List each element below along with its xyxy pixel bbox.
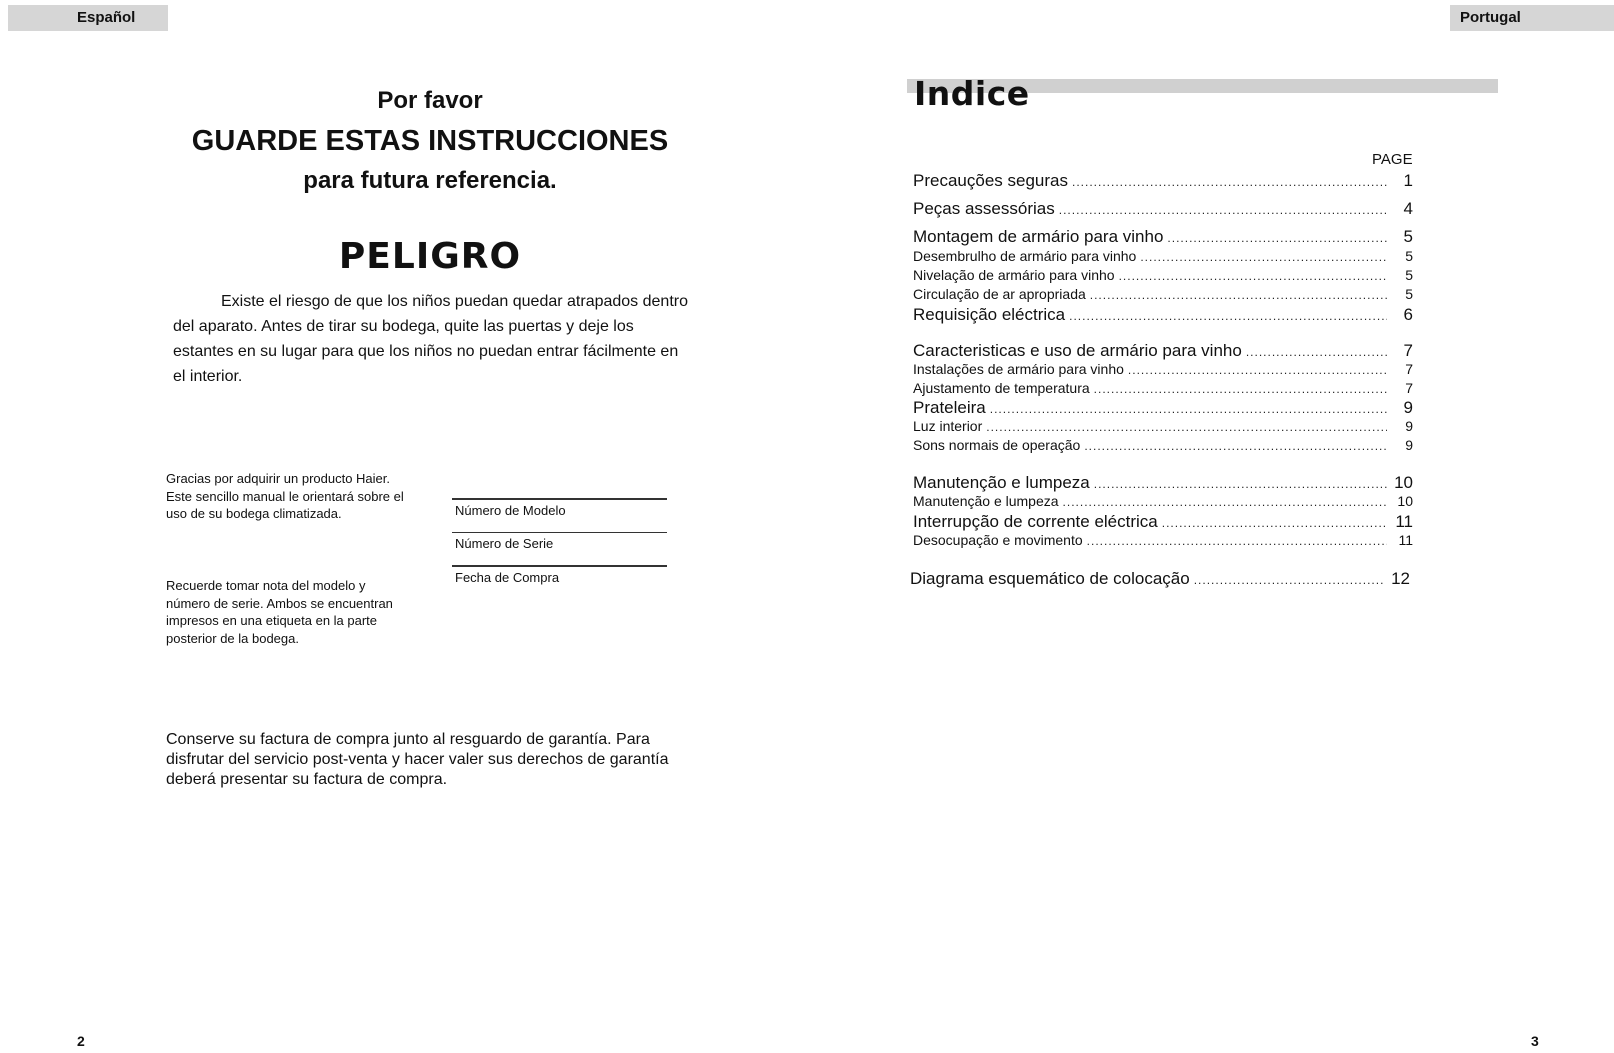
toc-entry — [910, 569, 1410, 589]
toc-entry — [913, 418, 1413, 434]
toc-entry-page: 4 — [1403, 199, 1413, 218]
toc-entry-page: 10 — [1394, 473, 1413, 492]
toc-entry — [913, 473, 1413, 493]
toc-entry — [913, 361, 1413, 377]
toc-entry-title: Desocupação e movimento — [913, 532, 1083, 548]
toc-entry-title: Nivelação de armário para vinho — [913, 267, 1115, 283]
toc-entry-page: 11 — [1395, 512, 1413, 531]
toc-entry-title: Manutenção e lumpeza — [913, 493, 1059, 509]
toc-entry-title: Sons normais de operação — [913, 437, 1081, 453]
toc-entry-page: 5 — [1403, 227, 1413, 246]
toc-entry — [913, 171, 1413, 191]
toc-entry-title: Luz interior — [913, 418, 983, 434]
toc-entry — [913, 380, 1413, 396]
toc-entry-page: 9 — [1405, 437, 1413, 453]
toc-entry-title: Caracteristicas e uso de armário para vinho — [913, 341, 1242, 360]
toc-entry — [913, 341, 1413, 361]
toc-entry — [913, 305, 1413, 325]
please-heading: Por favor — [377, 87, 483, 114]
toc-leader-dots — [1094, 382, 1387, 396]
toc-leader-dots — [1194, 573, 1384, 587]
page-number-right: 3 — [1531, 1033, 1539, 1049]
toc-entry-page: 12 — [1391, 569, 1410, 588]
toc-leader-dots — [1069, 309, 1387, 323]
toc-entry — [913, 398, 1413, 418]
toc-entry-title: Circulação de ar apropriada — [913, 286, 1086, 302]
toc-entry-title: Manutenção e lumpeza — [913, 473, 1090, 492]
toc-entry-title: Diagrama esquemático de colocação — [910, 569, 1190, 588]
toc-entry — [913, 199, 1413, 219]
toc-entry-title: Montagem de armário para vinho — [913, 227, 1164, 246]
toc-entry-page: 9 — [1403, 398, 1413, 417]
toc-entry — [913, 286, 1413, 302]
toc-entry — [913, 267, 1413, 283]
remember-note: Recuerde tomar nota del modelo y número de serie. Ambos se encuentran impresos en una etiqueta en la parte posterior de la bodega. — [166, 578, 393, 646]
toc-leader-dots — [1090, 288, 1387, 302]
toc-leader-dots — [1167, 231, 1387, 245]
toc-entry — [913, 437, 1413, 453]
toc-leader-dots — [1162, 516, 1387, 530]
language-tab-portugal: Portugal — [1450, 5, 1614, 31]
toc-leader-dots — [1246, 345, 1387, 359]
toc-entry-page: 9 — [1405, 418, 1413, 434]
toc-entry-page: 11 — [1398, 532, 1413, 548]
toc-entry — [913, 512, 1413, 532]
toc-entry — [913, 248, 1413, 264]
future-reference-heading: para futura referencia. — [303, 167, 557, 194]
toc-entry-title: Requisição eléctrica — [913, 305, 1066, 324]
toc-leader-dots — [1084, 439, 1387, 453]
page-column-label: PAGE — [1372, 151, 1413, 168]
toc-entry — [913, 227, 1413, 247]
toc-entry — [913, 493, 1413, 509]
toc-leader-dots — [986, 420, 1387, 434]
toc-entry-title: Prateleira — [913, 398, 986, 417]
toc-entry-title: Ajustamento de temperatura — [913, 380, 1090, 396]
toc-entry-page: 1 — [1403, 171, 1413, 190]
model-number-field: Número de Modelo — [452, 498, 667, 532]
purchase-date-field: Fecha de Compra — [452, 565, 667, 599]
index-title: Indice — [914, 74, 1030, 113]
language-tab-spanish: Español — [8, 5, 168, 31]
toc-leader-dots — [1059, 203, 1387, 217]
page-number-left: 2 — [77, 1033, 85, 1049]
toc-entry-page: 5 — [1405, 286, 1413, 302]
danger-warning-text: Existe el riesgo de que los niños puedan quedar atrapados dentro del aparato. Antes de tirar su bodega, quite las puertas y deje los estantes en su lugar para que los niños no puedan entrar fácilmente en el interior. — [173, 293, 688, 385]
danger-title: PELIGRO — [338, 236, 522, 277]
toc-entry-title: Instalações de armário para vinho — [913, 361, 1124, 377]
serial-number-field: Número de Serie — [452, 532, 667, 565]
toc-leader-dots — [1140, 250, 1387, 264]
thanks-note: Gracias por adquirir un producto Haier. Este sencillo manual le orientará sobre el uso de su bodega climatizada. — [166, 471, 404, 521]
toc-entry-title: Interrupção de corrente eléctrica — [913, 512, 1158, 531]
record-fields — [452, 498, 667, 599]
toc-leader-dots — [1128, 363, 1387, 377]
save-instructions-heading: GUARDE ESTAS INSTRUCCIONES — [191, 125, 669, 157]
toc-leader-dots — [1087, 534, 1387, 548]
toc-entry-page: 7 — [1405, 380, 1413, 396]
toc-entry-page: 7 — [1405, 361, 1413, 377]
toc-leader-dots — [1094, 477, 1387, 491]
toc-entry-page: 6 — [1403, 305, 1413, 324]
toc-leader-dots — [1063, 495, 1387, 509]
toc-entry-page: 5 — [1405, 267, 1413, 283]
toc-entry — [913, 532, 1413, 548]
toc-entry-title: Precauções seguras — [913, 171, 1068, 190]
toc-entry-page: 5 — [1405, 248, 1413, 264]
toc-leader-dots — [1119, 269, 1387, 283]
toc-entry-title: Peças assessórias — [913, 199, 1055, 218]
toc-entry-page: 7 — [1403, 341, 1413, 360]
toc-leader-dots — [1072, 175, 1387, 189]
toc-entry-title: Desembrulho de armário para vinho — [913, 248, 1137, 264]
toc-leader-dots — [990, 402, 1387, 416]
toc-entry-page: 10 — [1397, 493, 1413, 509]
invoice-note: Conserve su factura de compra junto al resguardo de garantía. Para disfrutar del servicio post-venta y hacer valer sus derechos de garantía deberá presentar su factura de compra. — [166, 731, 669, 788]
